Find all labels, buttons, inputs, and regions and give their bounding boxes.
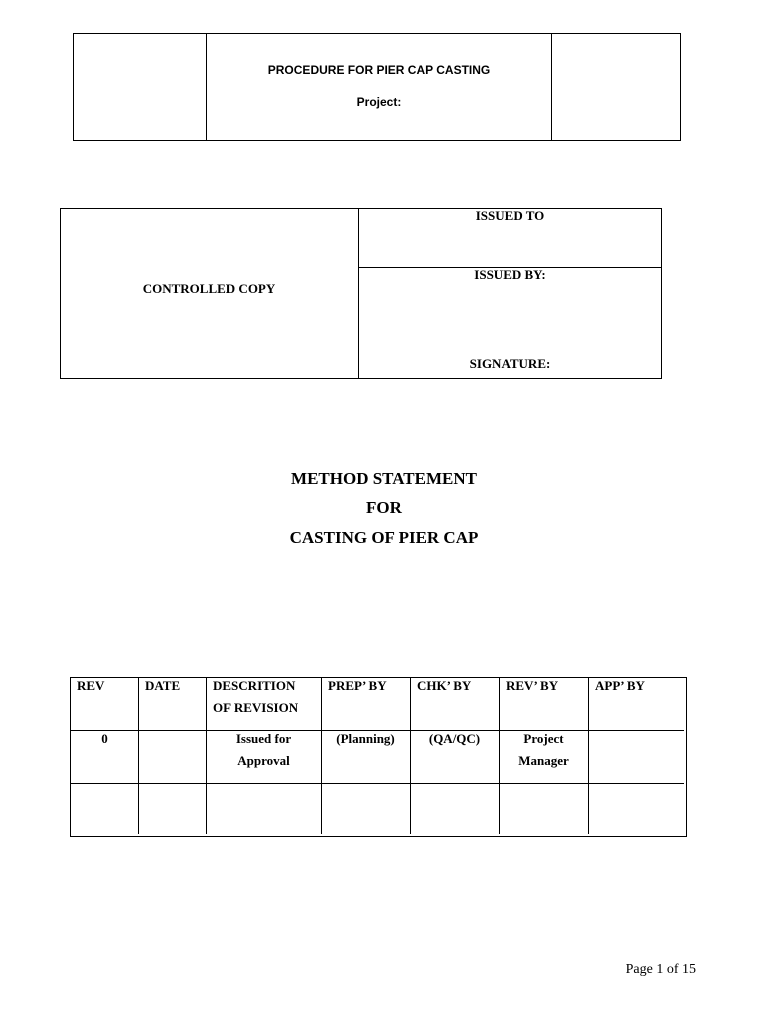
header-divider-left [206,33,207,141]
issued-to-label: ISSUED TO [475,208,545,223]
row1-description-line1: Issued for [235,731,292,746]
table-row-divider [71,783,684,784]
header-date: DATE [145,678,181,693]
header-rev: REV [77,678,105,693]
row1-rev-by-line2: Manager [518,753,569,768]
copy-box-divider [358,208,359,379]
header-rev-by: REV’ BY [506,678,559,693]
method-statement-for: FOR [366,498,402,517]
header-app-by: APP’ BY [595,678,645,693]
table-col-divider [588,678,589,834]
row1-description-line2: Approval [237,753,290,768]
table-col-divider [138,678,139,834]
header-box [73,33,681,141]
issued-by-label: ISSUED BY: [474,267,546,282]
header-description-line1: DESCRITION [213,678,296,693]
controlled-copy-label: CONTROLLED COPY [142,281,276,296]
row1-rev-by-line1: Project [523,731,564,746]
method-statement-title: METHOD STATEMENT [291,469,477,488]
signature-label: SIGNATURE: [469,356,551,371]
page-number: Page 1 of 15 [625,962,696,977]
table-col-divider [410,678,411,834]
project-label: Project: [356,95,402,109]
row1-prep-by: (Planning) [336,731,395,746]
document-header-title: PROCEDURE FOR PIER CAP CASTING [267,63,491,77]
header-prep-by: PREP’ BY [328,678,387,693]
revision-table [70,677,687,837]
header-chk-by: CHK’ BY [417,678,472,693]
header-description-line2: OF REVISION [213,700,299,715]
row1-rev: 0 [101,731,108,746]
row1-chk-by: (QA/QC) [428,731,481,746]
method-statement-subject: CASTING OF PIER CAP [289,528,479,547]
header-divider-right [551,33,552,141]
table-col-divider [321,678,322,834]
